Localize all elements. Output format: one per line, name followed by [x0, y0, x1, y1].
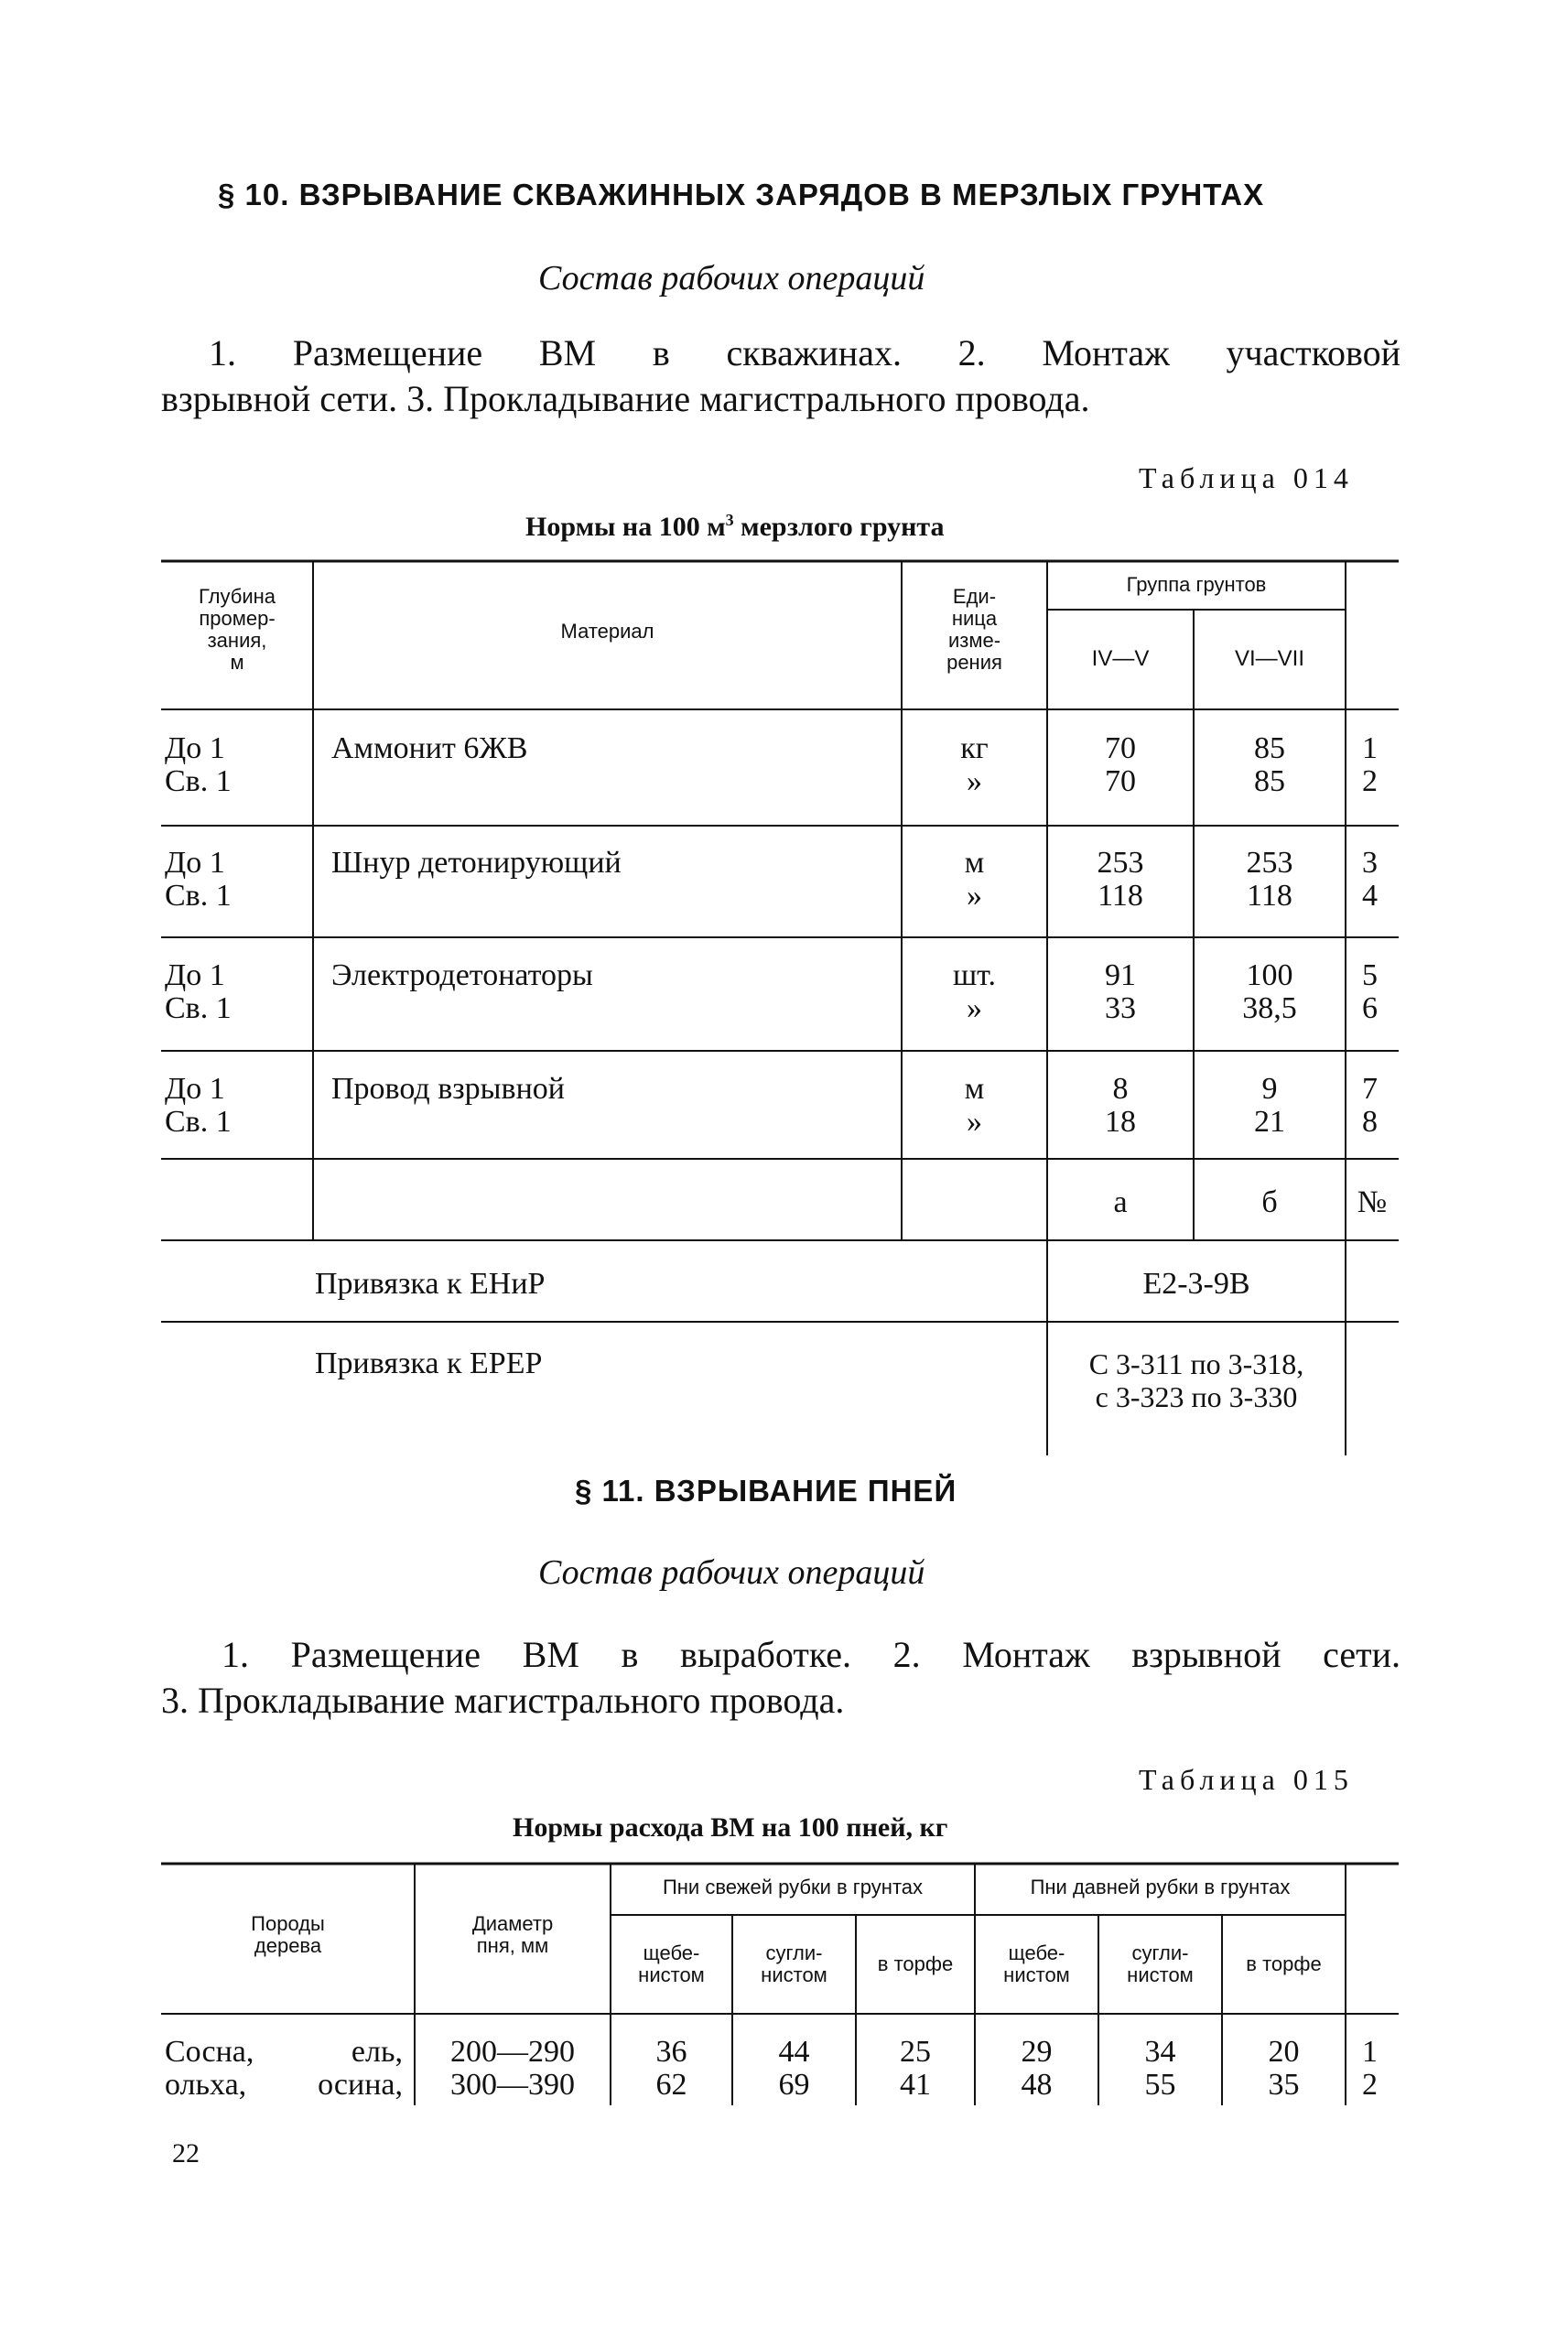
link-erer-value: С 3-311 по 3-318, с 3-323 по 3-330: [1088, 1347, 1304, 1413]
table-row-value: 48: [1021, 2068, 1053, 2102]
table014-header-g2: VI—VII: [1234, 646, 1305, 671]
table015-header-old: Пни давней рубки в грунтах: [1030, 1876, 1291, 1898]
table014-header-unit: Еди- ница изме- рения: [946, 585, 1002, 674]
section11-title: § 11. ВЗРЫВАНИЕ ПНЕЙ: [575, 1474, 957, 1508]
table015-subheader: в торфе: [1246, 1952, 1322, 1975]
table-row-depth: До 1 Св. 1: [165, 846, 232, 913]
table-row-value-b: 9 21: [1254, 1072, 1285, 1139]
table-row-diameter: 300—390: [450, 2068, 575, 2102]
table-row-number: 1 2: [1362, 731, 1378, 798]
table-row-value: 35: [1268, 2068, 1300, 2102]
table-row-material: Электродетонаторы: [331, 958, 593, 992]
table015-header-diameter: Диаметр пня, мм: [471, 1912, 554, 1957]
table-row-number: 7 8: [1362, 1072, 1378, 1139]
table-row-value-b: 85 85: [1254, 731, 1285, 798]
table-row-value-a: 70 70: [1105, 731, 1136, 798]
table-row-value: 25: [900, 2035, 931, 2069]
table-row-unit: м »: [964, 1072, 985, 1139]
table-row-depth: До 1 Св. 1: [165, 958, 232, 1025]
table-row-material: Шнур детонирующий: [331, 846, 622, 880]
table015-label: Таблица 015: [1139, 1763, 1354, 1796]
table014-caption: Нормы на 100 $м^3$ мерзлого грунта: [525, 511, 945, 542]
table-row-value-a: 253 118: [1097, 846, 1144, 913]
table-row-number: 5 6: [1362, 958, 1378, 1025]
table014-header-depth: Глубина промер- зания, м: [198, 585, 276, 674]
table014-label: Таблица 014: [1139, 461, 1354, 494]
table-row-material: Аммонит 6ЖВ: [331, 731, 528, 765]
table-row-unit: м »: [964, 846, 985, 913]
table014-header-material: Материал: [560, 620, 654, 643]
table-row-value: 69: [778, 2068, 810, 2102]
table-row-species: ель,: [351, 2035, 403, 2069]
table015-subheader: сугли- нистом: [1127, 1941, 1194, 1986]
table015-header-species: Породы дерева: [251, 1912, 325, 1957]
table-row-number: 2: [1362, 2068, 1378, 2102]
table-row-value-b: 100 38,5: [1242, 958, 1297, 1025]
section11-subtitle: Состав рабочих операций: [538, 1553, 925, 1592]
table-row-depth: До 1 Св. 1: [165, 731, 232, 798]
table015-header-fresh: Пни свежей рубки в грунтах: [662, 1876, 924, 1898]
table014-header-group: Группа грунтов: [1126, 573, 1267, 596]
table-row-value-a: 8 18: [1105, 1072, 1136, 1139]
table-row-value: 34: [1144, 2035, 1176, 2069]
table-row-species: осина,: [318, 2068, 403, 2102]
table-row-species: ольха,: [165, 2068, 247, 2102]
table-row-value: 36: [655, 2035, 687, 2069]
table015-subheader: сугли- нистом: [761, 1941, 827, 1986]
section10-title: § 10. ВЗРЫВАНИЕ СКВАЖИННЫХ ЗАРЯДОВ В МЕРЗЛЫХ ГРУНТАХ: [218, 178, 1265, 211]
table-row-number: 1: [1362, 2035, 1378, 2069]
table-row-value: 20: [1268, 2035, 1300, 2069]
page-number: 22: [172, 2138, 200, 2168]
table014-header-g1: IV—V: [1091, 646, 1150, 671]
table015-caption: Нормы расхода ВМ на 100 пней, кг: [513, 1812, 948, 1843]
table-row-value-b: 253 118: [1246, 846, 1293, 913]
table-row-number: 3 4: [1362, 846, 1378, 913]
table015-subheader: щебе- нистом: [1003, 1941, 1070, 1986]
table-row-value: 41: [900, 2068, 931, 2102]
table014-footer-a: а: [1113, 1185, 1128, 1219]
table015-subheader: щебе- нистом: [638, 1941, 705, 1986]
table-row-species: Сосна,: [165, 2035, 254, 2069]
table-row-material: Провод взрывной: [331, 1072, 565, 1106]
table014-footer-b: б: [1261, 1185, 1278, 1219]
link-erer-label: Привязка к ЕРЕР: [315, 1346, 543, 1380]
section10-text-line1: 1. Размещение ВМ в скважинах. 2. Монтаж участковой: [209, 332, 1400, 373]
table-row-value: 29: [1021, 2035, 1053, 2069]
table-row-value: 44: [778, 2035, 810, 2069]
table-row-value: 55: [1144, 2068, 1176, 2102]
table-row-value-a: 91 33: [1105, 958, 1136, 1025]
table-row-value: 62: [655, 2068, 687, 2102]
section10-subtitle: Состав рабочих операций: [538, 259, 925, 297]
link-enir-value: Е2-3-9В: [1142, 1267, 1250, 1301]
section11-text-line2: 3. Прокладывание магистрального провода.: [161, 1680, 845, 1721]
table015-subheader: в торфе: [877, 1952, 954, 1975]
table-row-depth: До 1 Св. 1: [165, 1072, 232, 1139]
section10-text-line2: взрывной сети. 3. Прокладывание магистрального провода.: [161, 378, 1090, 419]
table014-footer-no: №: [1357, 1185, 1388, 1219]
link-enir-label: Привязка к ЕНиР: [315, 1267, 546, 1301]
section11-text-line1: 1. Размещение ВМ в выработке. 2. Монтаж взрывной сети.: [222, 1634, 1400, 1675]
table-row-unit: шт. »: [953, 958, 996, 1025]
table-row-unit: кг »: [960, 731, 989, 798]
table-row-diameter: 200—290: [450, 2035, 575, 2069]
